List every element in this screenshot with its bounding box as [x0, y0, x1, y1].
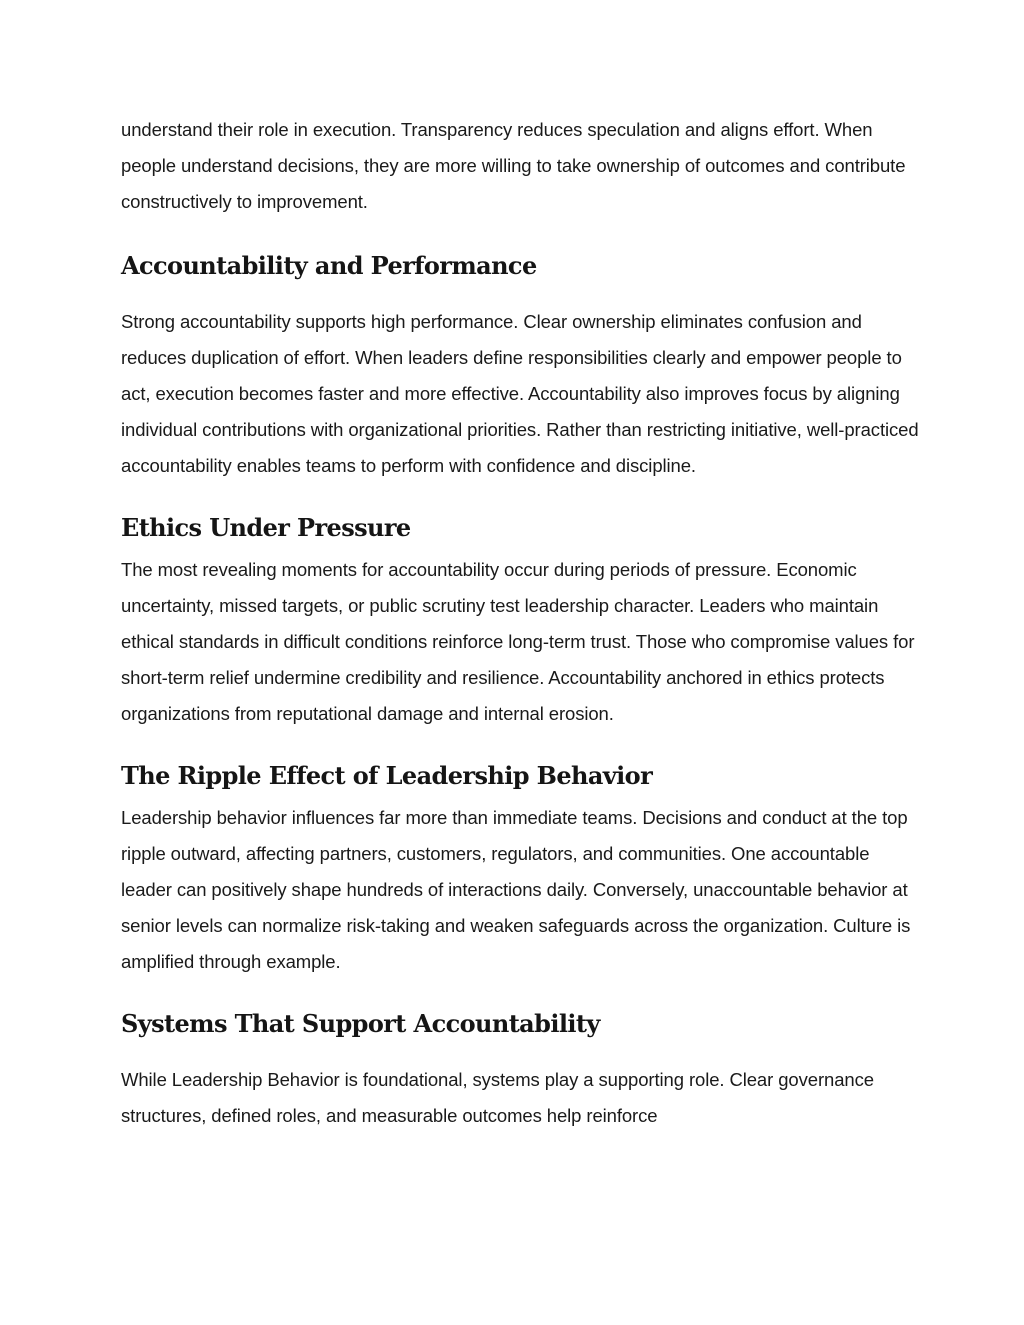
section-paragraph-ethics-under-pressure: The most revealing moments for accountability occur during periods of pressure. Economic uncertainty, missed targets, or public scrutiny test leadership character. Leaders who maintain ethical standards in difficult conditions reinforce long-term trust. Those who compromise values for short-term relief undermine credibility and resilience. Accountability anchored in ethics protects organizations from reputational damage and internal erosion.: [121, 559, 915, 724]
document-page: [121, 112, 921, 1134]
section-heading-systems-support: Systems That Support Accountability: [121, 1009, 600, 1038]
section-paragraph-ripple-effect: Leadership behavior influences far more than immediate teams. Decisions and conduct at the top ripple outward, affecting partners, customers, regulators, and communities. One accountable leader can positively shape hundreds of interactions daily. Conversely, unaccountable behavior at senior levels can normalize risk-taking and weaken safeguards across the organization. Culture is amplified through example.: [121, 807, 911, 972]
section-paragraph-accountability-performance: Strong accountability supports high performance. Clear ownership eliminates confusion and reduces duplication of effort. When leaders define responsibilities clearly and empower people to act, execution becomes faster and more effective. Accountability also improves focus by aligning individual contributions with organizational priorities. Rather than restricting initiative, well-practiced accountability enables teams to perform with confidence and discipline.: [121, 311, 919, 476]
section-heading-accountability-performance: Accountability and Performance: [121, 251, 537, 280]
section-heading-ripple-effect: The Ripple Effect of Leadership Behavior: [121, 761, 653, 790]
section-paragraph-systems-support: While Leadership Behavior is foundational, systems play a supporting role. Clear governance structures, defined roles, and measurable outcomes help reinforce: [121, 1069, 874, 1126]
intro-paragraph: understand their role in execution. Transparency reduces speculation and aligns effort. When people understand decisions, they are more willing to take ownership of outcomes and contribute constructively to improvement.: [121, 119, 906, 212]
section-heading-ethics-under-pressure: Ethics Under Pressure: [121, 513, 411, 542]
